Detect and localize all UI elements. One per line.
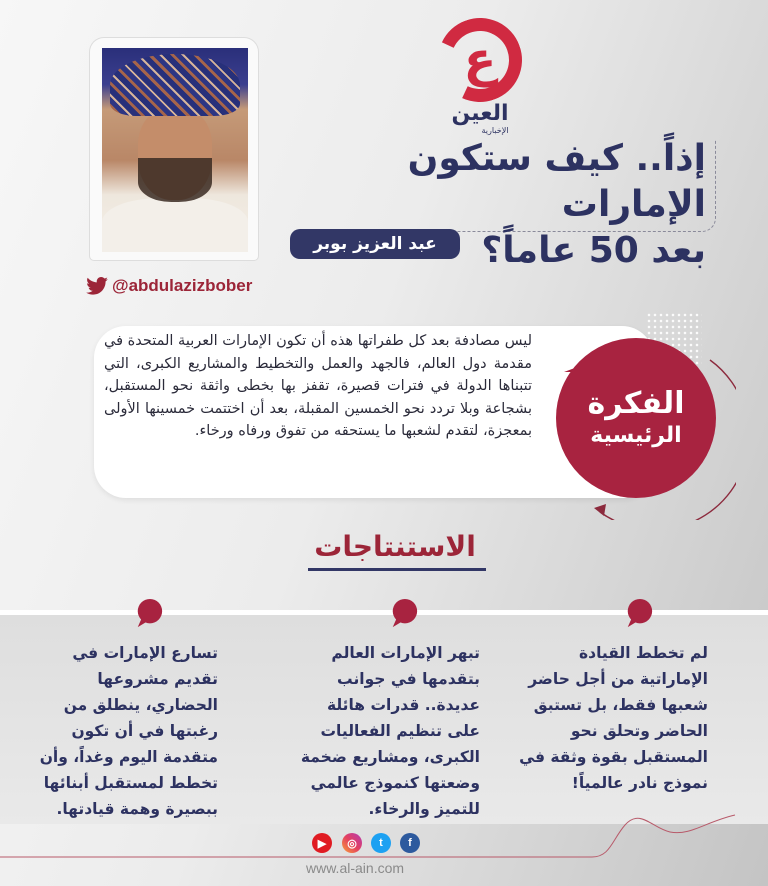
speech-bubble-icon <box>134 598 164 628</box>
photo-turban <box>110 54 240 116</box>
facebook-glyph: f <box>408 837 412 849</box>
title-line-2: بعد 50 عاماً؟ <box>481 230 706 271</box>
title-line-1: إذاً.. كيف ستكون الإمارات <box>407 138 706 225</box>
logo-glyph: ع <box>463 32 497 88</box>
main-idea-label-2: الرئيسية <box>590 423 682 448</box>
logo-name: العين <box>451 101 509 126</box>
logo-subtitle: الإخبارية <box>481 126 509 135</box>
facebook-icon[interactable] <box>400 833 420 853</box>
photo-beard <box>138 158 212 202</box>
speech-bubble-icon <box>624 598 654 628</box>
photo-robe <box>102 198 248 252</box>
instagram-glyph: ◎ <box>347 837 357 850</box>
twitter-glyph: t <box>379 837 383 849</box>
twitter-handle[interactable] <box>86 276 252 296</box>
handle-text: @abdulazizbober <box>112 276 253 295</box>
twitter-social-icon[interactable] <box>371 833 391 853</box>
website-link[interactable]: www.al-ain.com <box>306 860 405 876</box>
main-idea-text: ليس مصادفة بعد كل طفراتها هذه أن تكون الإمارات العربية المتحدة في مقدمة دول العالم، فالجهد والعمل والتخطيط والمشاريع الكبرى، التي تتبناها الدولة في فترات قصيرة، تقفز بها بخطى واثقة نحو المستقبل، بشجاعة وبلا تردد نحو الخمسين المقبلة، بعد أن اختتمت خمسينها الأولى بمعجزة، لتقدم لشعبها ما يستحقه من تفوق ورفاه ورخاء. <box>104 333 532 439</box>
conclusion-item-3: تسارع الإمارات في تقديم مشروعها الحضاري، ينطلق من رغبتها في أن تكون متقدمة اليوم وغداً، وأن تخطط لمستقبل أبنائها ببصيرة وهمة قيادتها. <box>39 644 218 818</box>
main-idea-label-1: الفكرة <box>587 386 685 421</box>
main-idea-badge <box>556 338 716 498</box>
author-photo <box>102 48 248 252</box>
conclusion-item-1: لم تخطط القيادة الإماراتية من أجل حاضر شعبها فقط، بل تستبق الحاضر وتحلق نحو المستقبل بقوة وثقة في نموذج نادر عالمياً! <box>519 644 708 792</box>
author-photo-frame <box>90 38 258 260</box>
twitter-icon <box>86 277 108 295</box>
conclusions-underline <box>308 568 486 571</box>
conclusion-item-2: تبهر الإمارات العالم بتقدمها في جوانب عديدة.. قدرات هائلة على تنظيم الفعاليات الكبرى، ومشاريع ضخمة وضعتها كنموذج عالمي للتميز والرخاء. <box>300 644 480 818</box>
instagram-icon[interactable] <box>342 833 362 853</box>
youtube-icon[interactable] <box>312 833 332 853</box>
conclusions-title: الاستنتاجات <box>314 530 476 563</box>
speech-bubble-icon <box>389 598 419 628</box>
youtube-glyph: ▶ <box>317 837 327 850</box>
al-ain-logo[interactable] <box>432 18 528 136</box>
author-badge: عبد العزيز بوبر <box>290 229 460 259</box>
